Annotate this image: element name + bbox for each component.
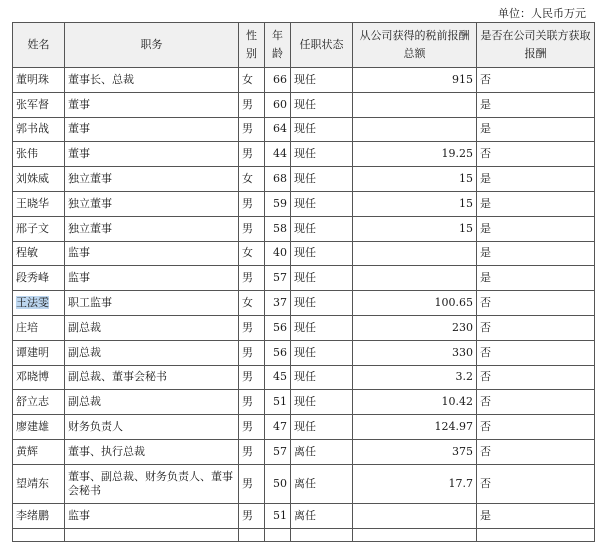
cell-title: 董事 <box>65 142 239 167</box>
cell-name: 刘姝威 <box>13 167 65 192</box>
cell-related: 否 <box>477 365 595 390</box>
cell-gender: 男 <box>239 315 265 340</box>
header-pay: 从公司获得的税前报酬总额 <box>353 23 477 68</box>
cell-pay: 375 <box>353 439 477 464</box>
cell-gender: 男 <box>239 117 265 142</box>
cell-related: 是 <box>477 191 595 216</box>
cell-title: 独立董事 <box>65 191 239 216</box>
cell-gender: 女 <box>239 68 265 93</box>
cell-status: 离任 <box>291 503 353 528</box>
cell-pay: 19.25 <box>353 142 477 167</box>
header-title: 职务 <box>65 23 239 68</box>
cell-gender: 女 <box>239 291 265 316</box>
cell-gender: 男 <box>239 464 265 503</box>
cell-pay: 124.97 <box>353 415 477 440</box>
cell-name: 王晓华 <box>13 191 65 216</box>
cell-name: 董明珠 <box>13 68 65 93</box>
header-name: 姓名 <box>13 23 65 68</box>
cell-age: 44 <box>265 142 291 167</box>
cell-title: 董事 <box>65 92 239 117</box>
cell-empty <box>353 528 477 541</box>
cell-name: 黄辉 <box>13 439 65 464</box>
cell-gender: 男 <box>239 415 265 440</box>
cell-related: 否 <box>477 315 595 340</box>
cell-gender: 男 <box>239 216 265 241</box>
cell-title: 监事 <box>65 266 239 291</box>
cell-pay <box>353 503 477 528</box>
cell-gender: 女 <box>239 241 265 266</box>
cell-status: 现任 <box>291 92 353 117</box>
cell-related: 是 <box>477 167 595 192</box>
cell-name: 舒立志 <box>13 390 65 415</box>
cell-pay <box>353 117 477 142</box>
cell-status: 现任 <box>291 390 353 415</box>
cell-status: 现任 <box>291 266 353 291</box>
cell-related: 是 <box>477 117 595 142</box>
cell-age: 56 <box>265 340 291 365</box>
cell-empty <box>239 528 265 541</box>
cell-title: 职工监事 <box>65 291 239 316</box>
cell-gender: 男 <box>239 340 265 365</box>
cell-pay: 17.7 <box>353 464 477 503</box>
table-row-partial <box>13 528 595 541</box>
cell-related: 否 <box>477 291 595 316</box>
table-row <box>13 503 595 528</box>
cell-related: 否 <box>477 340 595 365</box>
cell-related: 是 <box>477 266 595 291</box>
table-row <box>13 415 595 440</box>
cell-status: 现任 <box>291 315 353 340</box>
cell-status: 离任 <box>291 464 353 503</box>
table-row <box>13 167 595 192</box>
cell-title: 董事、副总裁、财务负责人、董事会秘书 <box>65 464 239 503</box>
header-related: 是否在公司关联方获取报酬 <box>477 23 595 68</box>
cell-pay: 15 <box>353 191 477 216</box>
cell-status: 现任 <box>291 365 353 390</box>
cell-status: 现任 <box>291 191 353 216</box>
cell-title: 财务负责人 <box>65 415 239 440</box>
cell-title: 副总裁 <box>65 390 239 415</box>
cell-pay <box>353 241 477 266</box>
cell-name <box>13 291 65 316</box>
cell-gender: 男 <box>239 142 265 167</box>
cell-status: 现任 <box>291 117 353 142</box>
cell-status: 现任 <box>291 340 353 365</box>
table-row <box>13 390 595 415</box>
cell-title: 独立董事 <box>65 167 239 192</box>
table-row <box>13 142 595 167</box>
cell-pay: 10.42 <box>353 390 477 415</box>
cell-name: 程敏 <box>13 241 65 266</box>
cell-pay: 915 <box>353 68 477 93</box>
cell-empty <box>65 528 239 541</box>
cell-age: 47 <box>265 415 291 440</box>
cell-related: 否 <box>477 390 595 415</box>
compensation-table <box>12 22 595 542</box>
table-row <box>13 92 595 117</box>
cell-related: 是 <box>477 92 595 117</box>
cell-name: 望靖东 <box>13 464 65 503</box>
cell-pay: 3.2 <box>353 365 477 390</box>
table-row <box>13 216 595 241</box>
cell-pay: 100.65 <box>353 291 477 316</box>
cell-name: 张军督 <box>13 92 65 117</box>
table-row <box>13 68 595 93</box>
cell-title: 监事 <box>65 241 239 266</box>
cell-age: 59 <box>265 191 291 216</box>
cell-age: 57 <box>265 439 291 464</box>
cell-status: 离任 <box>291 439 353 464</box>
cell-age: 51 <box>265 503 291 528</box>
cell-pay <box>353 266 477 291</box>
table-row <box>13 315 595 340</box>
cell-title: 董事、执行总裁 <box>65 439 239 464</box>
cell-age: 56 <box>265 315 291 340</box>
table-row <box>13 439 595 464</box>
cell-pay: 230 <box>353 315 477 340</box>
cell-related: 否 <box>477 142 595 167</box>
cell-age: 50 <box>265 464 291 503</box>
cell-title: 副总裁 <box>65 340 239 365</box>
cell-status: 现任 <box>291 142 353 167</box>
cell-name: 谭建明 <box>13 340 65 365</box>
cell-pay: 15 <box>353 167 477 192</box>
cell-name: 张伟 <box>13 142 65 167</box>
cell-pay <box>353 92 477 117</box>
cell-name: 邓晓博 <box>13 365 65 390</box>
table-row <box>13 365 595 390</box>
cell-gender: 男 <box>239 92 265 117</box>
cell-title: 副总裁 <box>65 315 239 340</box>
cell-related: 是 <box>477 503 595 528</box>
cell-status: 现任 <box>291 68 353 93</box>
cell-age: 64 <box>265 117 291 142</box>
cell-empty <box>265 528 291 541</box>
cell-related: 否 <box>477 68 595 93</box>
table-row <box>13 191 595 216</box>
cell-name: 段秀峰 <box>13 266 65 291</box>
cell-gender: 男 <box>239 503 265 528</box>
cell-status: 现任 <box>291 167 353 192</box>
table-row <box>13 340 595 365</box>
cell-related: 是 <box>477 216 595 241</box>
cell-title: 副总裁、董事会秘书 <box>65 365 239 390</box>
unit-label: 单位：人民币万元 <box>498 7 586 20</box>
highlighted-name: 王法雯 <box>16 296 49 310</box>
cell-age: 51 <box>265 390 291 415</box>
header-status: 任职状态 <box>291 23 353 68</box>
cell-age: 60 <box>265 92 291 117</box>
cell-age: 37 <box>265 291 291 316</box>
cell-pay: 15 <box>353 216 477 241</box>
cell-status: 现任 <box>291 291 353 316</box>
cell-age: 68 <box>265 167 291 192</box>
cell-gender: 男 <box>239 191 265 216</box>
cell-gender: 男 <box>239 439 265 464</box>
table-row <box>13 464 595 503</box>
cell-empty <box>13 528 65 541</box>
cell-empty <box>477 528 595 541</box>
cell-title: 董事长、总裁 <box>65 68 239 93</box>
cell-title: 独立董事 <box>65 216 239 241</box>
cell-name: 郭书战 <box>13 117 65 142</box>
cell-title: 董事 <box>65 117 239 142</box>
cell-gender: 男 <box>239 266 265 291</box>
cell-age: 40 <box>265 241 291 266</box>
cell-gender: 男 <box>239 365 265 390</box>
table-row <box>13 117 595 142</box>
cell-name: 邢子文 <box>13 216 65 241</box>
cell-gender: 女 <box>239 167 265 192</box>
header-gender: 性别 <box>239 23 265 68</box>
cell-age: 45 <box>265 365 291 390</box>
cell-empty <box>291 528 353 541</box>
cell-status: 现任 <box>291 216 353 241</box>
table-header-row <box>13 23 595 68</box>
cell-related: 否 <box>477 464 595 503</box>
cell-name: 庄培 <box>13 315 65 340</box>
cell-title: 监事 <box>65 503 239 528</box>
cell-related: 是 <box>477 241 595 266</box>
cell-age: 58 <box>265 216 291 241</box>
table-row <box>13 291 595 316</box>
cell-pay: 330 <box>353 340 477 365</box>
header-age: 年龄 <box>265 23 291 68</box>
table-row <box>13 266 595 291</box>
cell-name: 廖建雄 <box>13 415 65 440</box>
cell-gender: 男 <box>239 390 265 415</box>
table-row <box>13 241 595 266</box>
cell-age: 57 <box>265 266 291 291</box>
cell-status: 现任 <box>291 241 353 266</box>
cell-related: 否 <box>477 439 595 464</box>
cell-status: 现任 <box>291 415 353 440</box>
cell-related: 否 <box>477 415 595 440</box>
cell-age: 66 <box>265 68 291 93</box>
cell-name: 李绪鹏 <box>13 503 65 528</box>
